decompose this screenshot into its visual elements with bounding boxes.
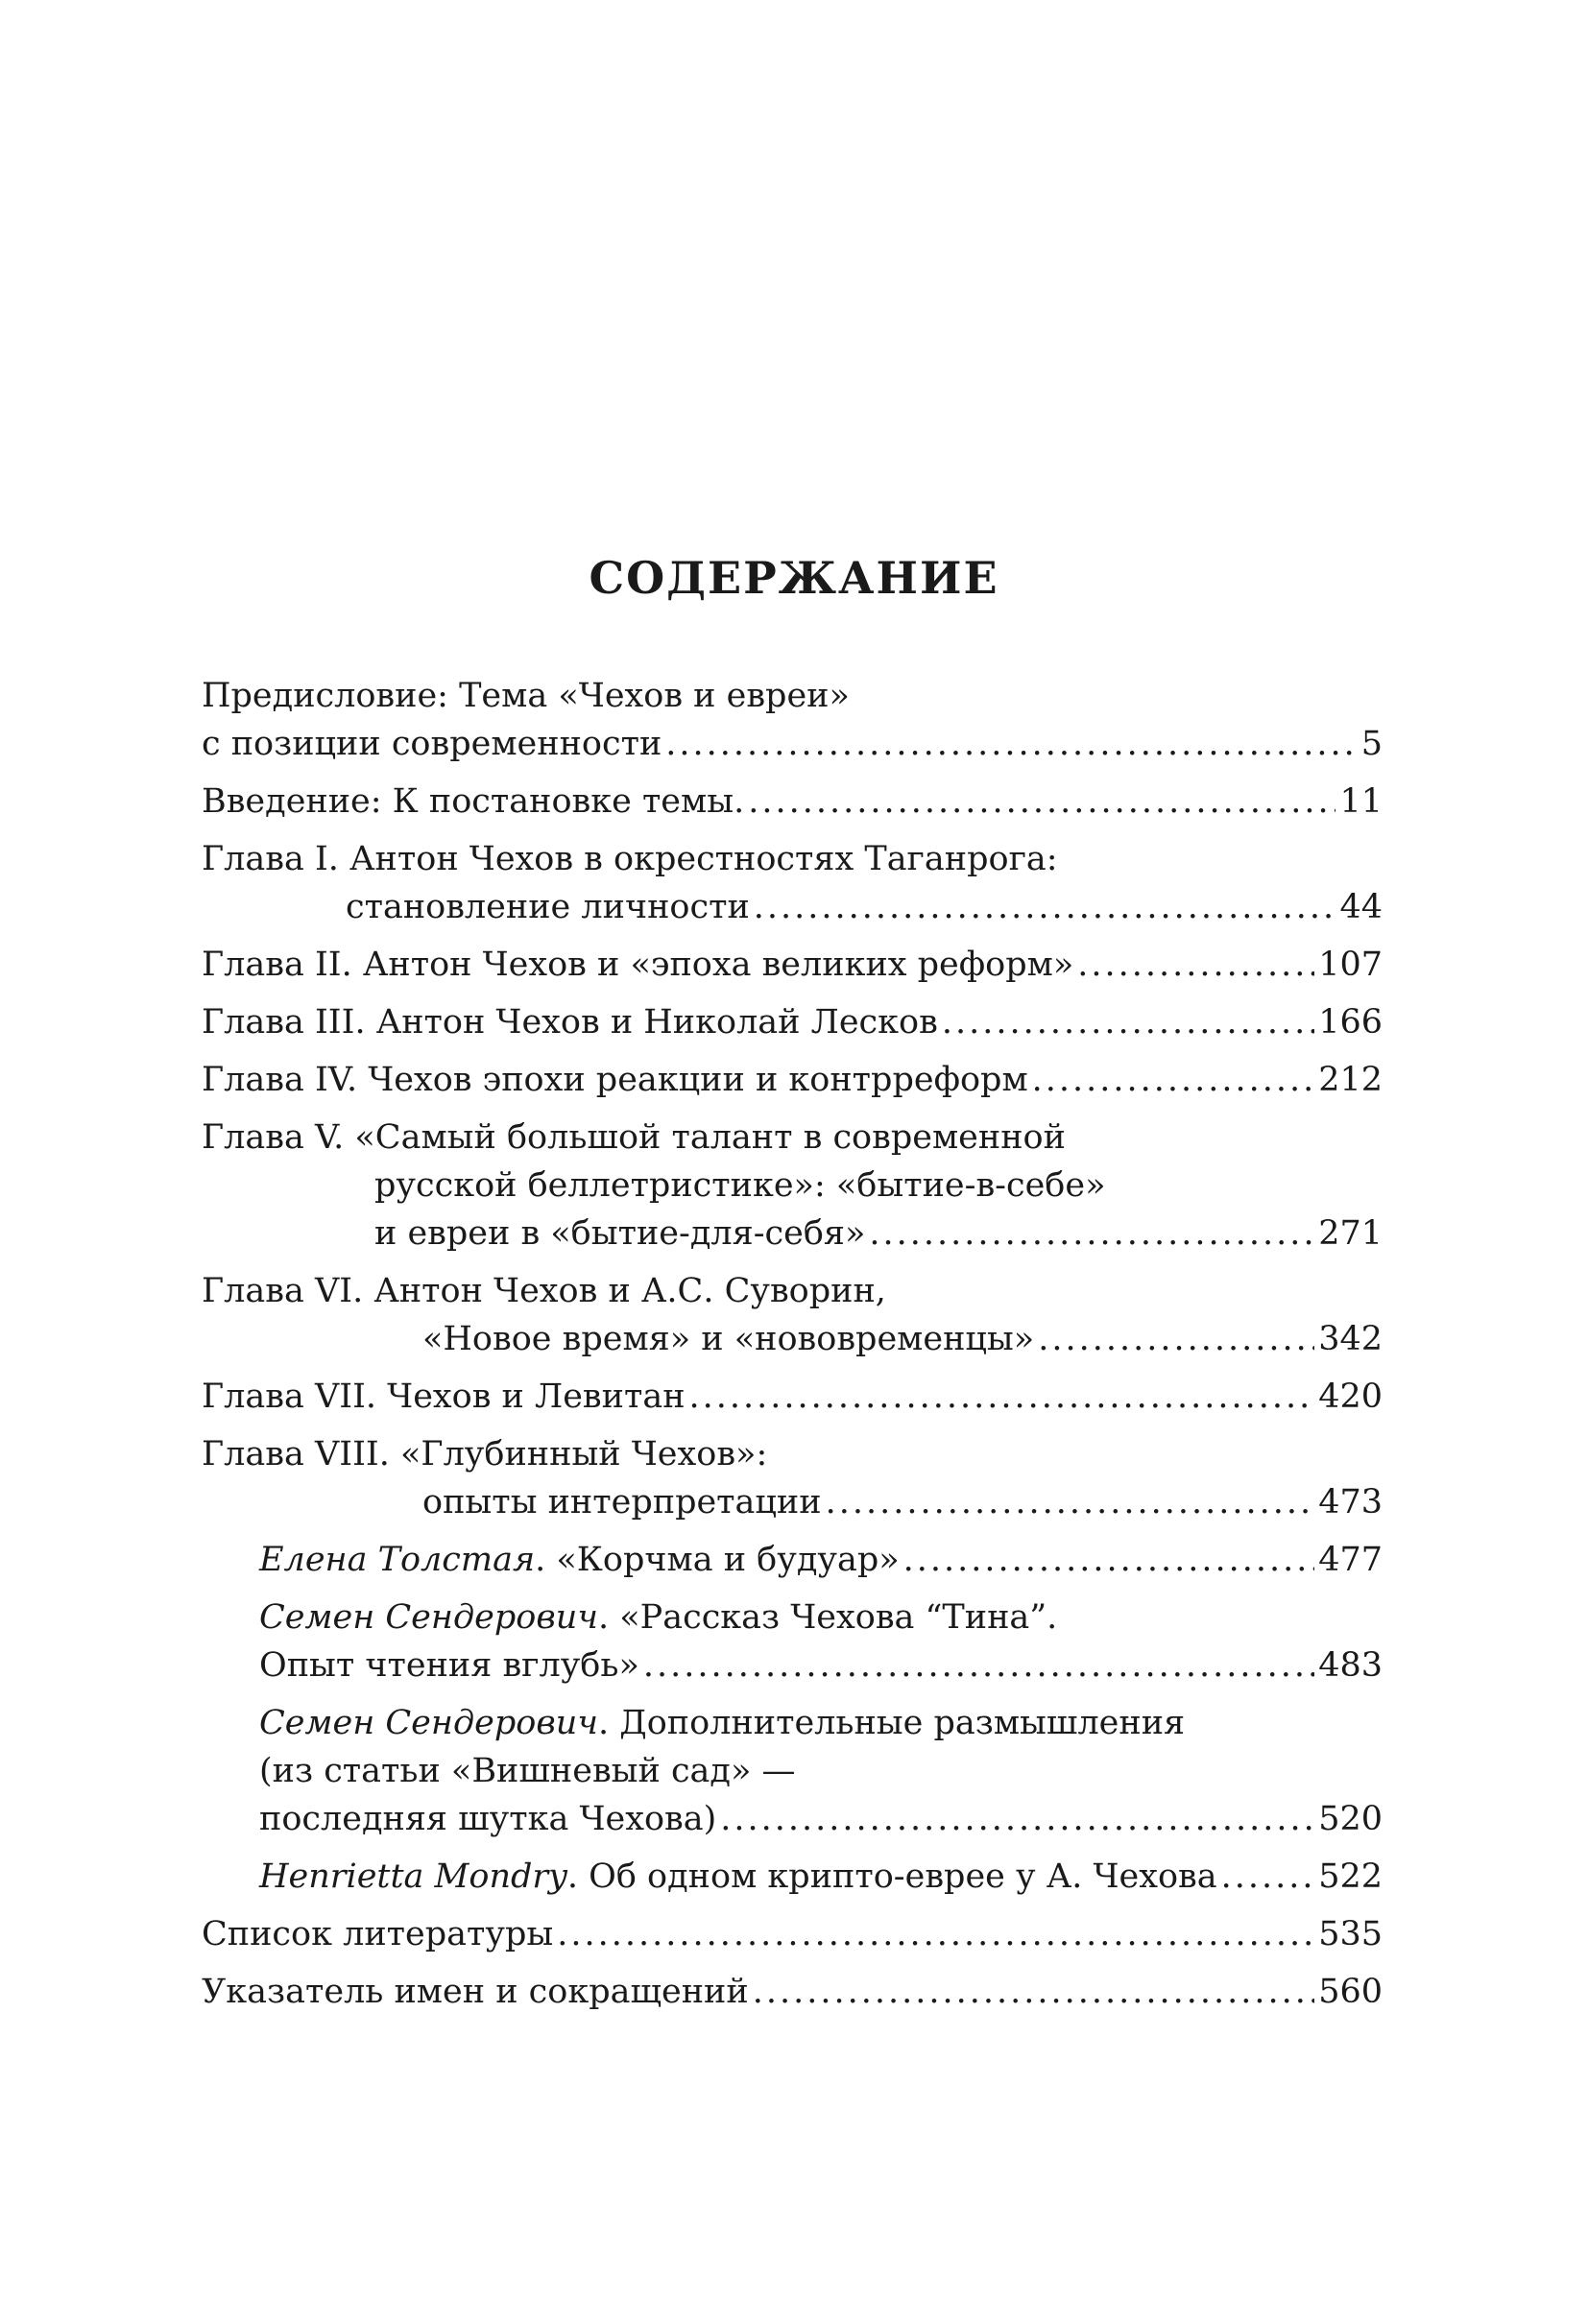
toc-entry-text: Предисловие: Тема «Чехов и евреи»	[202, 677, 850, 715]
toc-entry-mondry[interactable]	[202, 1853, 1383, 1901]
toc-entry-text: последняя шутка Чехова)	[259, 1800, 717, 1838]
toc-page-number: 11	[1339, 782, 1383, 821]
toc-entry-text: и евреи в «бытие-для-себя»	[374, 1214, 866, 1253]
toc-entry-tolstaya[interactable]	[202, 1536, 1383, 1584]
toc-page-number: 107	[1318, 946, 1383, 984]
toc-entry-text: «Новое время» и «нововременцы»	[422, 1320, 1035, 1358]
dot-leader	[557, 1910, 1314, 1958]
dot-leader	[754, 883, 1336, 931]
toc-page-number: 166	[1318, 1003, 1383, 1042]
dot-leader	[753, 1968, 1314, 2016]
toc-entry-text: (из статьи «Вишневый сад» —	[259, 1752, 796, 1790]
toc-entry-senderovich-tina[interactable]	[202, 1593, 1383, 1689]
toc-entry-text: Глава V. «Самый большой талант в современной	[202, 1118, 1066, 1157]
toc-page-number: 5	[1360, 725, 1383, 763]
toc-entry-text: Глава III. Антон Чехов и Николай Лесков	[202, 1003, 938, 1042]
toc-entry-text: Введение: К постановке темы.	[202, 782, 745, 821]
dot-leader	[665, 720, 1357, 768]
toc-page-number: 342	[1318, 1320, 1383, 1358]
dot-leader	[826, 1478, 1315, 1526]
dot-leader	[720, 1795, 1314, 1843]
dot-leader	[1221, 1853, 1315, 1901]
toc-page-number: 522	[1318, 1857, 1383, 1896]
dot-leader	[869, 1210, 1314, 1258]
toc-entry-text: Глава VIII. «Глубинный Чехов»:	[202, 1435, 768, 1473]
toc-page-number: 212	[1318, 1061, 1383, 1099]
toc-entry-chapter-1[interactable]	[202, 835, 1383, 931]
toc-entry-text: . Об одном крипто-еврее у А. Чехова	[566, 1857, 1217, 1896]
toc-page-number: 44	[1339, 888, 1383, 926]
toc-entry-author: Елена Толстая	[259, 1541, 536, 1579]
toc-page-number: 560	[1318, 1973, 1383, 2011]
toc-entry-text: с позиции современности	[202, 725, 662, 763]
toc-page-number: 520	[1318, 1800, 1383, 1838]
toc-entry-text: русской беллетристике»: «бытие-в-себе»	[374, 1166, 1106, 1205]
dot-leader	[1038, 1315, 1314, 1363]
toc-entry-chapter-3[interactable]	[202, 998, 1383, 1046]
table-of-contents	[202, 672, 1383, 2025]
toc-entry-bibliography[interactable]	[202, 1910, 1383, 1958]
toc-entry-author: Семен Сендерович	[259, 1704, 599, 1742]
toc-entry-text: Указатель имен и сокращений	[202, 1973, 749, 2011]
toc-entry-text: . «Рассказ Чехова “Тина”.	[598, 1598, 1058, 1637]
dot-leader	[1077, 941, 1314, 989]
page-title: СОДЕРЖАНИЕ	[589, 552, 999, 604]
dot-leader	[903, 1536, 1315, 1584]
toc-entry-text: Глава I. Антон Чехов в окрестностях Таганрога:	[202, 840, 1058, 878]
dot-leader	[689, 1373, 1315, 1421]
toc-entry-text: Глава II. Антон Чехов и «эпоха великих реформ»	[202, 946, 1074, 984]
toc-entry-index[interactable]	[202, 1968, 1383, 2016]
toc-entry-text: Опыт чтения вглубь»	[259, 1646, 639, 1685]
toc-page-number: 483	[1318, 1646, 1383, 1685]
toc-entry-chapter-4[interactable]	[202, 1056, 1383, 1104]
toc-entry-chapter-8[interactable]	[202, 1430, 1383, 1526]
toc-entry-senderovich-sad[interactable]	[202, 1699, 1383, 1843]
toc-entry-preface[interactable]	[202, 672, 1383, 768]
dot-leader	[1032, 1056, 1315, 1104]
toc-entry-author: Семен Сендерович	[259, 1598, 599, 1637]
toc-page-number: 473	[1318, 1483, 1383, 1521]
dot-leader	[748, 778, 1335, 826]
dot-leader	[643, 1641, 1314, 1689]
toc-entry-text: Глава VI. Антон Чехов и А.С. Суворин,	[202, 1272, 886, 1310]
dot-leader	[942, 998, 1314, 1046]
toc-page-number: 420	[1318, 1378, 1383, 1416]
toc-page-number: 271	[1318, 1214, 1383, 1253]
toc-entry-chapter-5[interactable]	[202, 1114, 1383, 1258]
toc-entry-chapter-7[interactable]	[202, 1373, 1383, 1421]
toc-entry-author: Henrietta Mondry	[259, 1857, 567, 1896]
toc-page-number: 535	[1318, 1915, 1383, 1953]
toc-entry-chapter-2[interactable]	[202, 941, 1383, 989]
toc-entry-text: Глава IV. Чехов эпохи реакции и контрреформ	[202, 1061, 1028, 1099]
toc-entry-text: становление личности	[346, 888, 750, 926]
toc-entry-text: опыты интерпретации	[422, 1483, 822, 1521]
toc-entry-chapter-6[interactable]	[202, 1267, 1383, 1363]
toc-entry-text: Список литературы	[202, 1915, 554, 1953]
toc-entry-introduction[interactable]	[202, 778, 1383, 826]
toc-entry-text: . Дополнительные размышления	[598, 1704, 1186, 1742]
toc-entry-text: Глава VII. Чехов и Левитан	[202, 1378, 686, 1416]
toc-page-number: 477	[1318, 1541, 1383, 1579]
toc-entry-text: . «Корчма и будуар»	[535, 1541, 900, 1579]
